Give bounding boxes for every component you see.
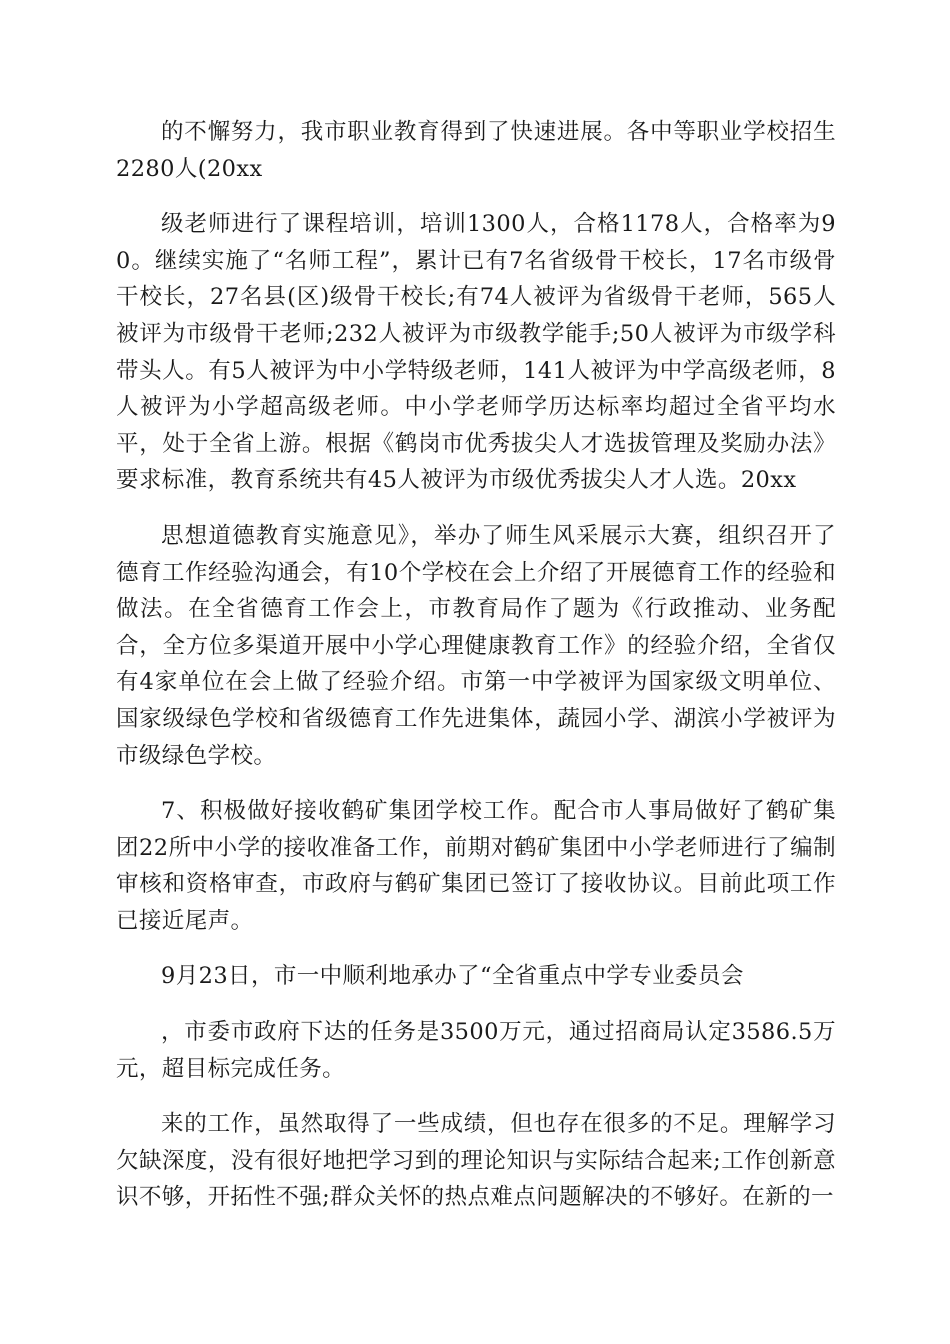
paragraph-teacher-training: 级老师进行了课程培训，培训1300人，合格1178人，合格率为90。继续实施了“名师工程”，累计已有7名省级骨干校长，17名市级骨干校长，27名县(区)级骨干校长;有74人被评为省级骨干老师，565人被评为市级骨干老师;232人被评为市级教学能手;50人被评为市级学科带头人。有5人被评为中小学特级老师，141人被评为中学高级老师，8人被评为小学超高级老师。中小学老师学历达标率均超过全省平均水平，处于全省上游。根据《鹤岗市优秀拔尖人才选拔管理及奖励办法》要求标准，教育系统共有45人被评为市级优秀拔尖人才人选。20xx bbox=[116, 211, 836, 494]
paragraph-moral-education: 思想道德教育实施意见》，举办了师生风采展示大赛，组织召开了德育工作经验沟通会，有10个学校在会上介绍了开展德育工作的经验和做法。在全省德育工作会上，市教育局作了题为《行政推动、业务配合，全方位多渠道开展中小学心理健康教育工作》的经验介绍，全省仅有4家单位在会上做了经验介绍。市第一中学被评为国家级文明单位、国家级绿色学校和省级德育工作先进集体，蔬园小学、湖滨小学被评为市级绿色学校。 bbox=[116, 522, 836, 769]
paragraph-conference: 9月23日，市一中顺利地承办了“全省重点中学专业委员会 bbox=[161, 963, 744, 990]
paragraph-vocational-education: 的不懈努力，我市职业教育得到了快速进展。各中等职业学校招生2280人(20xx bbox=[116, 119, 836, 182]
document-body bbox=[116, 114, 836, 1235]
paragraph-investment-task: ，市委市政府下达的任务是3500万元，通过招商局认定3586.5万元，超目标完成任务。 bbox=[116, 1019, 836, 1082]
paragraph-shortcomings: 来的工作，虽然取得了一些成绩，但也存在很多的不足。理解学习欠缺深度，没有很好地把学习到的理论知识与实际结合起来;工作创新意识不够，开拓性不强;群众关怀的热点难点问题解决的不够好。在新的一 bbox=[116, 1111, 836, 1211]
paragraph-school-takeover: 7、积极做好接收鹤矿集团学校工作。配合市人事局做好了鹤矿集团22所中小学的接收准备工作，前期对鹤矿集团中小学老师进行了编制审核和资格审查，市政府与鹤矿集团已签订了接收协议。目前此项工作已接近尾声。 bbox=[116, 798, 836, 934]
